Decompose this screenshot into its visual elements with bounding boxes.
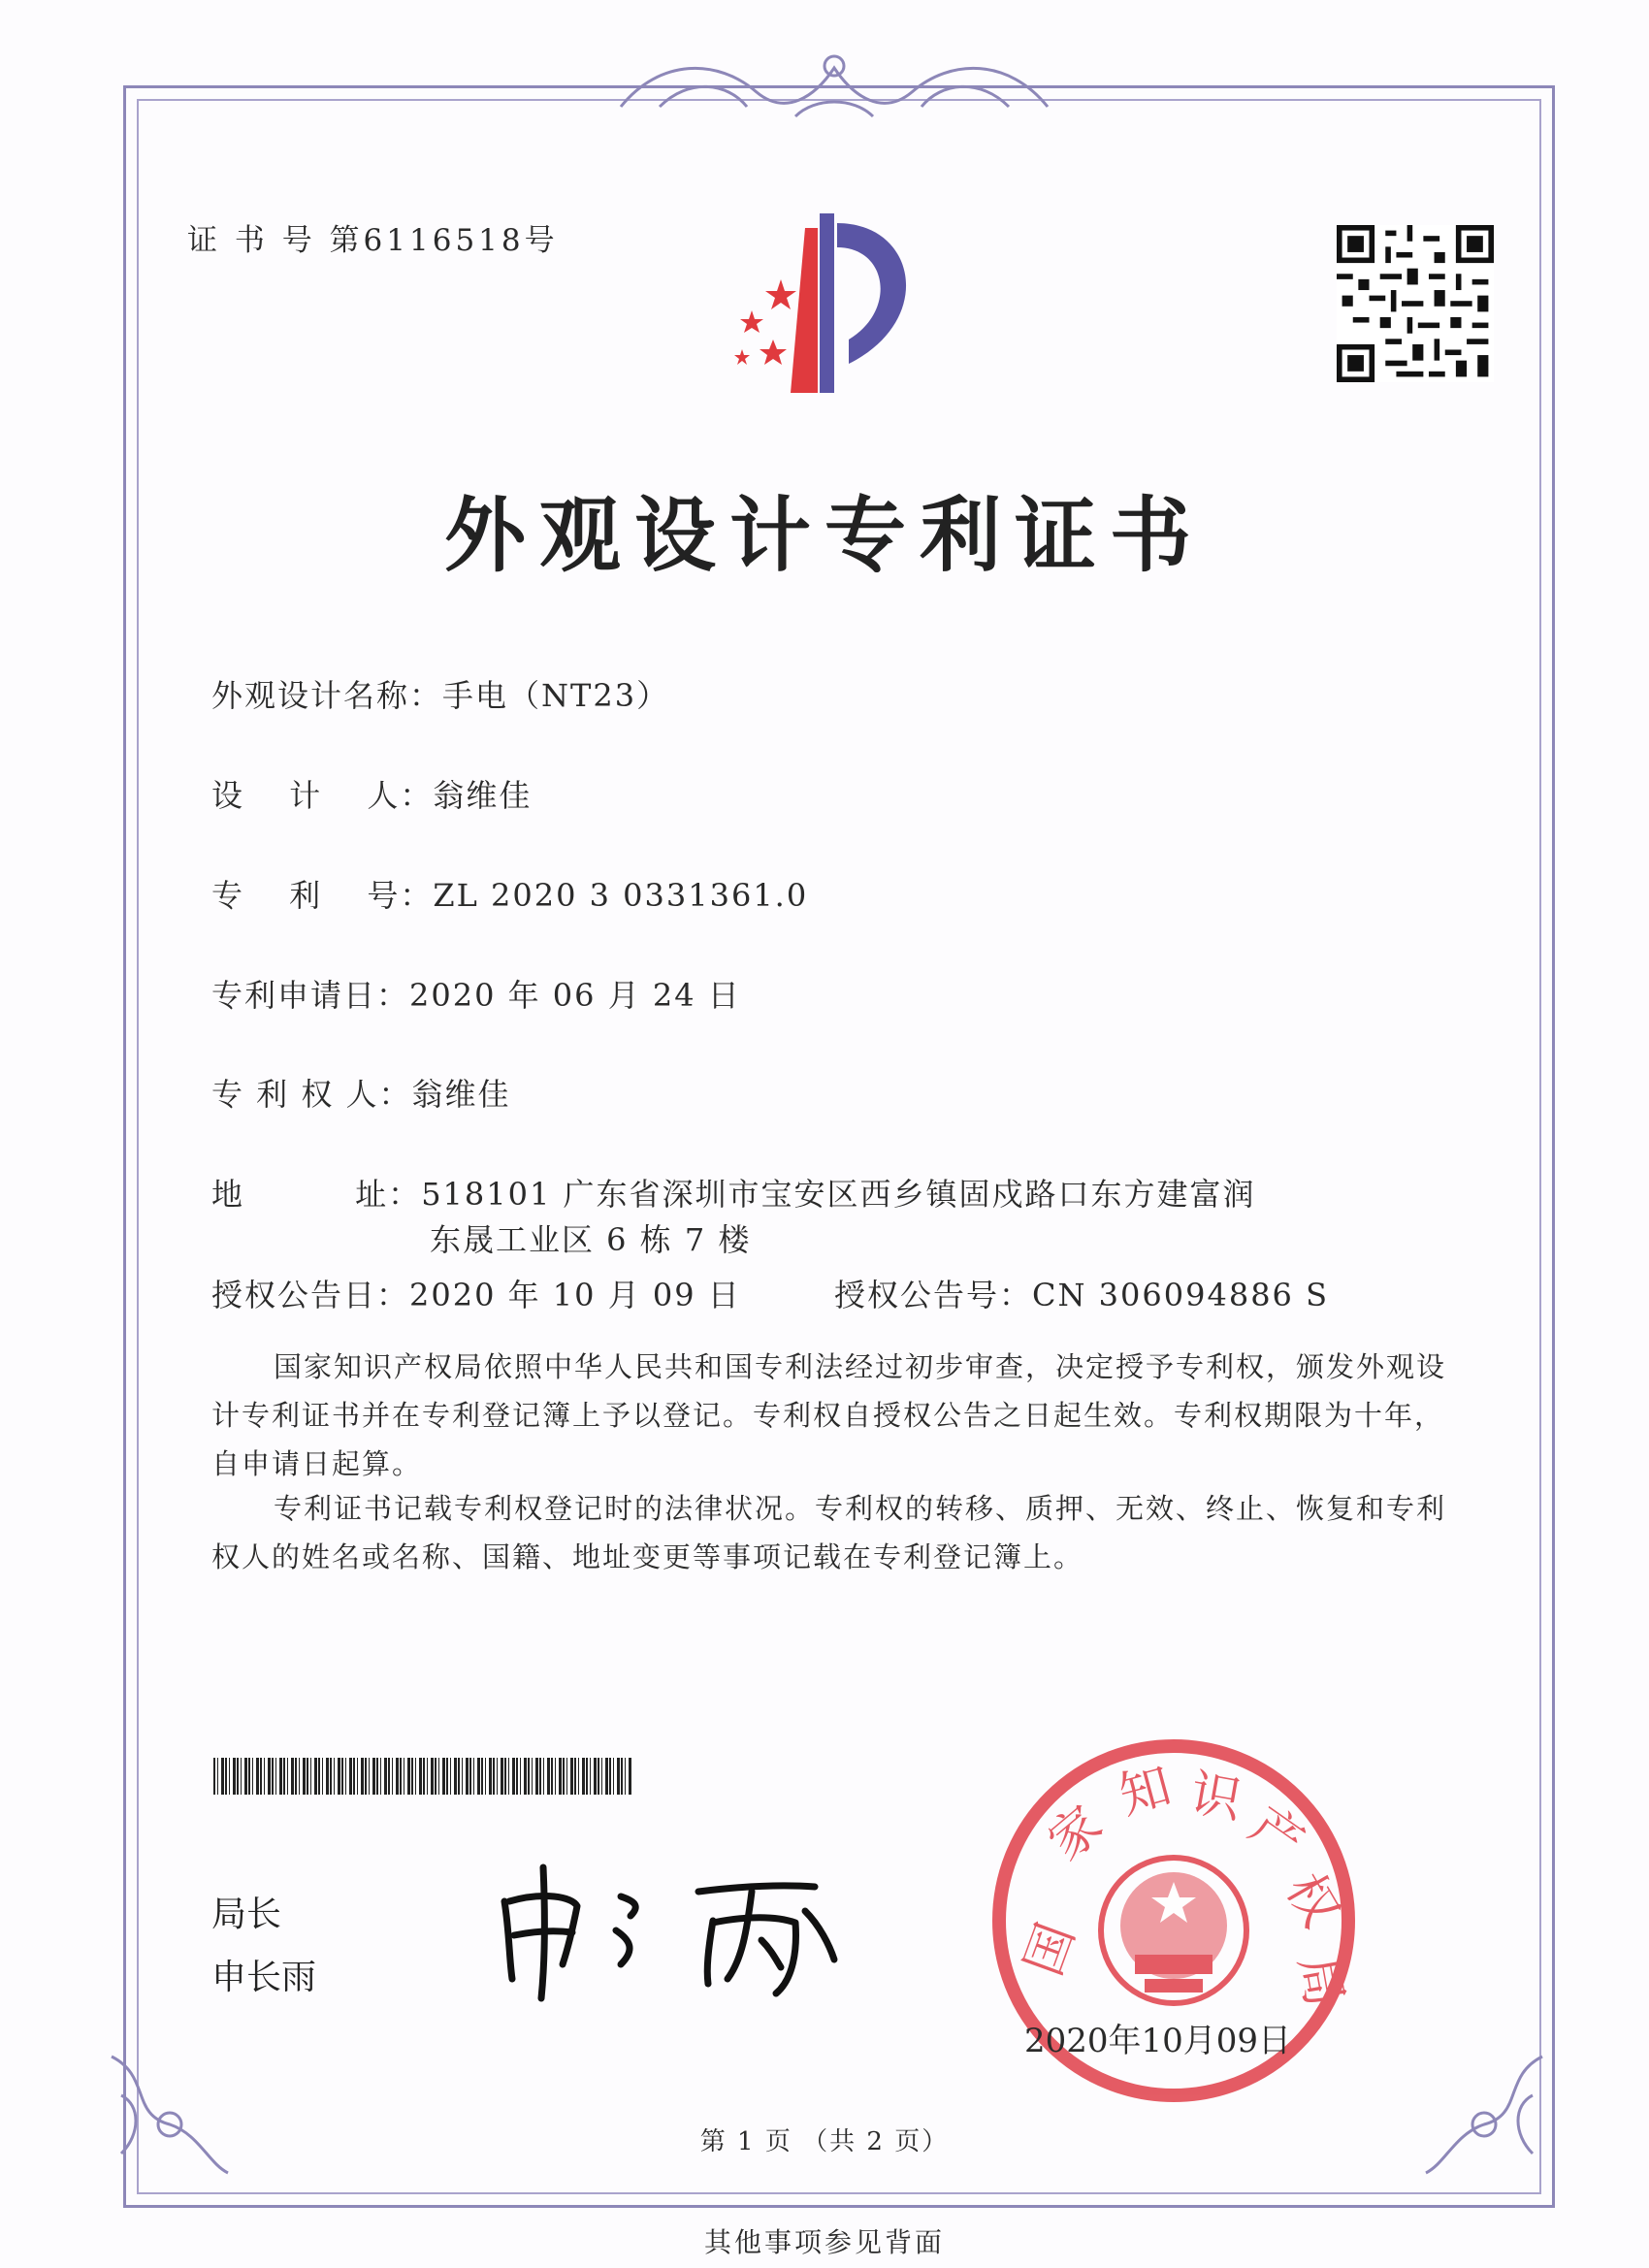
back-note: 其他事项参见背面 [703,2226,945,2258]
field-designer [211,771,532,816]
filing-date-value: 2020 年 06 月 24 日 [409,977,741,1014]
patentee-label: 专 利 权 人： [211,1076,412,1113]
barcode [213,1758,632,1795]
field-filing-date [211,971,741,1016]
director-title: 局长 [211,1895,282,1934]
paragraph-legal-status: 专利证书记载专利权登记时的法律状况。专利权的转移、质押、无效、终止、恢复和专利权人的姓名或名称、国籍、地址变更等事项记载在专利登记簿上。 [211,1492,1447,1573]
field-patent-number [211,871,808,916]
svg-text:家: 家 [1037,1795,1115,1872]
field-grant-number [834,1271,1329,1315]
designer-label: 设 计 人： [211,777,434,814]
svg-text:局: 局 [1287,1951,1354,2012]
director-signature [485,1853,854,2008]
patentee-value: 翁维佳 [411,1076,511,1113]
grant-date-label: 授权公告日： [211,1277,410,1313]
svg-text:权: 权 [1274,1863,1350,1937]
grant-number-value: CN 306094886 S [1032,1277,1329,1313]
address-line-2: 东晟工业区 6 栋 7 楼 [430,1221,752,1258]
address-label: 地 址： [211,1176,422,1213]
cnipa-logo [713,204,965,398]
patent-number-value: ZL 2020 3 0331361.0 [433,877,809,914]
svg-text:知: 知 [1113,1757,1178,1827]
paragraph-grant-statement: 国家知识产权局依照中华人民共和国专利法经过初步审查，决定授予专利权，颁发外观设计专利证书并在专利登记簿上予以登记。专利权自授权公告之日起生效。专利权期限为十年，自申请日起算。 [211,1350,1447,1480]
field-address [211,1170,1256,1215]
certificate-number: 证 书 号 第6116518号 [187,223,559,258]
designer-value: 翁维佳 [433,777,533,814]
director-name: 申长雨 [211,1958,317,1997]
field-design-name [211,671,669,716]
field-patentee [211,1070,511,1115]
filing-date-label: 专利申请日： [211,977,410,1014]
svg-text:识: 识 [1185,1764,1246,1831]
design-name-value: 手电（NT23） [442,677,670,714]
field-grant-date [211,1271,741,1315]
seal-date: 2020年10月09日 [1024,2022,1292,2060]
corner-ornament-right [1416,2037,1562,2183]
qr-code [1337,225,1494,382]
address-line-1: 518101 广东省深圳市宝安区西乡镇固戍路口东方建富润 [421,1176,1256,1213]
certificate-title: 外观设计专利证书 [443,487,1205,583]
top-ornament [601,39,1067,136]
page-indicator: 第 1 页 （共 2 页） [699,2127,950,2156]
corner-ornament-left [92,2037,238,2183]
design-name-label: 外观设计名称： [211,677,443,714]
svg-text:国: 国 [1014,1916,1087,1984]
svg-text:产: 产 [1239,1796,1314,1873]
grant-date-value: 2020 年 10 月 09 日 [409,1277,741,1313]
patent-number-label: 专 利 号： [211,877,434,914]
grant-number-label: 授权公告号： [834,1277,1033,1313]
